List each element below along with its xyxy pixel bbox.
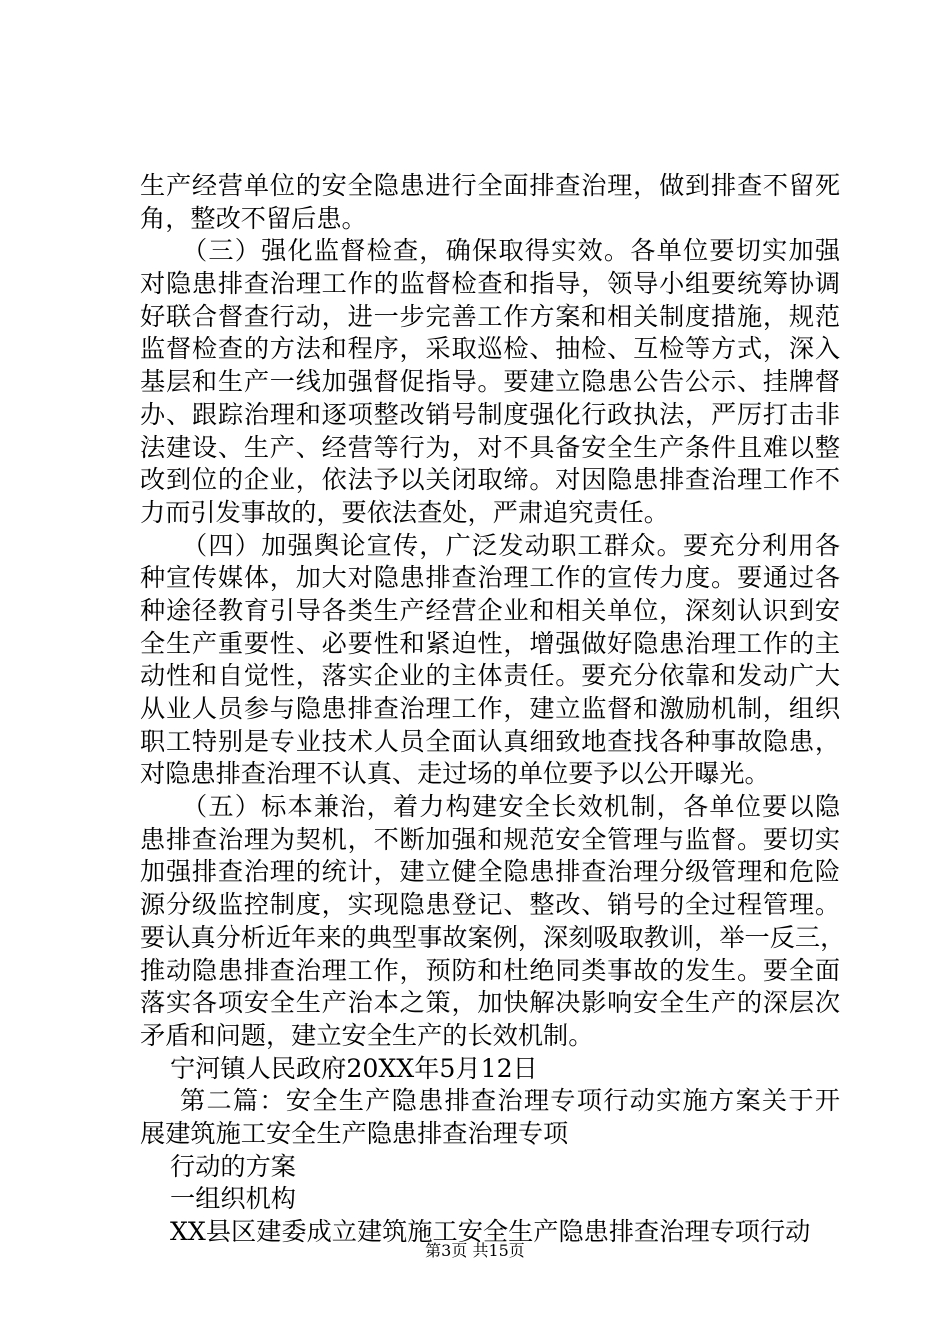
text-line: 动性和自觉性，落实企业的主体责任。要充分依靠和发动广大 bbox=[140, 661, 840, 691]
text-line: （四）加强舆论宣传，广泛发动职工群众。要充分利用各 bbox=[182, 530, 840, 560]
text-line: 加强排查治理的统计，建立健全隐患排查治理分级管理和危险 bbox=[140, 857, 840, 887]
text-line: 要认真分析近年来的典型事故案例，深刻吸取教训，举一反三， bbox=[140, 922, 846, 952]
text-line: （五）标本兼治，着力构建安全长效机制，各单位要以隐 bbox=[182, 792, 840, 822]
text-line: 办、跟踪治理和逐项整改销号制度强化行政执法，严厉打击非 bbox=[140, 399, 840, 429]
text-line: 源分级监控制度，实现隐患登记、整改、销号的全过程管理。 bbox=[140, 890, 840, 920]
text-line: 从业人员参与隐患排查治理工作，建立监督和激励机制，组织 bbox=[140, 694, 840, 723]
text-line: 一组织机构 bbox=[170, 1184, 296, 1214]
text-line: XX县区建委成立建筑施工安全生产隐患排查治理专项行动 bbox=[170, 1217, 811, 1246]
text-line: 全生产重要性、必要性和紧迫性，增强做好隐患治理工作的主 bbox=[140, 628, 840, 658]
text-line: 患排查治理为契机，不断加强和规范安全管理与监督。要切实 bbox=[140, 824, 840, 854]
text-line: 角，整改不留后患。 bbox=[140, 203, 367, 233]
text-line: 对隐患排查治理不认真、走过场的单位要予以公开曝光。 bbox=[140, 759, 770, 789]
text-line: 基层和生产一线加强督促指导。要建立隐患公告公示、挂牌督 bbox=[140, 367, 840, 397]
text-line: 宁河镇人民政府20XX年5月12日 bbox=[170, 1053, 538, 1083]
text-line: 矛盾和问题，建立安全生产的长效机制。 bbox=[140, 1020, 594, 1050]
text-line: 种途径教育引导各类生产经营企业和相关单位，深刻认识到安 bbox=[140, 595, 840, 625]
text-line: 法建设、生产、经营等行为，对不具备安全生产条件且难以整 bbox=[140, 432, 840, 462]
text-line: 对隐患排查治理工作的监督检查和指导，领导小组要统筹协调 bbox=[140, 269, 840, 299]
text-line: 第二篇：安全生产隐患排查治理专项行动实施方案关于开 bbox=[180, 1086, 840, 1116]
text-line: 监督检查的方法和程序，采取巡检、抽检、互检等方式，深入 bbox=[140, 334, 840, 364]
text-line: 行动的方案 bbox=[170, 1151, 296, 1181]
text-line: 种宣传媒体，加大对隐患排查治理工作的宣传力度。要通过各 bbox=[140, 563, 840, 593]
document-body bbox=[140, 170, 846, 1249]
text-line: 落实各项安全生产治本之策，加快解决影响安全生产的深层次 bbox=[140, 988, 840, 1018]
text-line: 展建筑施工安全生产隐患排查治理专项 bbox=[140, 1118, 569, 1148]
text-line: 生产经营单位的安全隐患进行全面排查治理，做到排查不留死 bbox=[140, 171, 840, 200]
text-line: 职工特别是专业技术人员全面认真细致地查找各种事故隐患， bbox=[140, 726, 840, 756]
text-line: 好联合督查行动，进一步完善工作方案和相关制度措施，规范 bbox=[140, 301, 840, 331]
text-line: 推动隐患排查治理工作，预防和杜绝同类事故的发生。要全面 bbox=[140, 955, 840, 985]
text-line: 改到位的企业，依法予以关闭取缔。对因隐患排查治理工作不 bbox=[140, 465, 840, 495]
page-footer: 第3页 共15页 bbox=[425, 1241, 525, 1260]
text-line: 力而引发事故的，要依法查处，严肃追究责任。 bbox=[140, 497, 669, 527]
text-line: （三）强化监督检查，确保取得实效。各单位要切实加强 bbox=[182, 236, 840, 266]
